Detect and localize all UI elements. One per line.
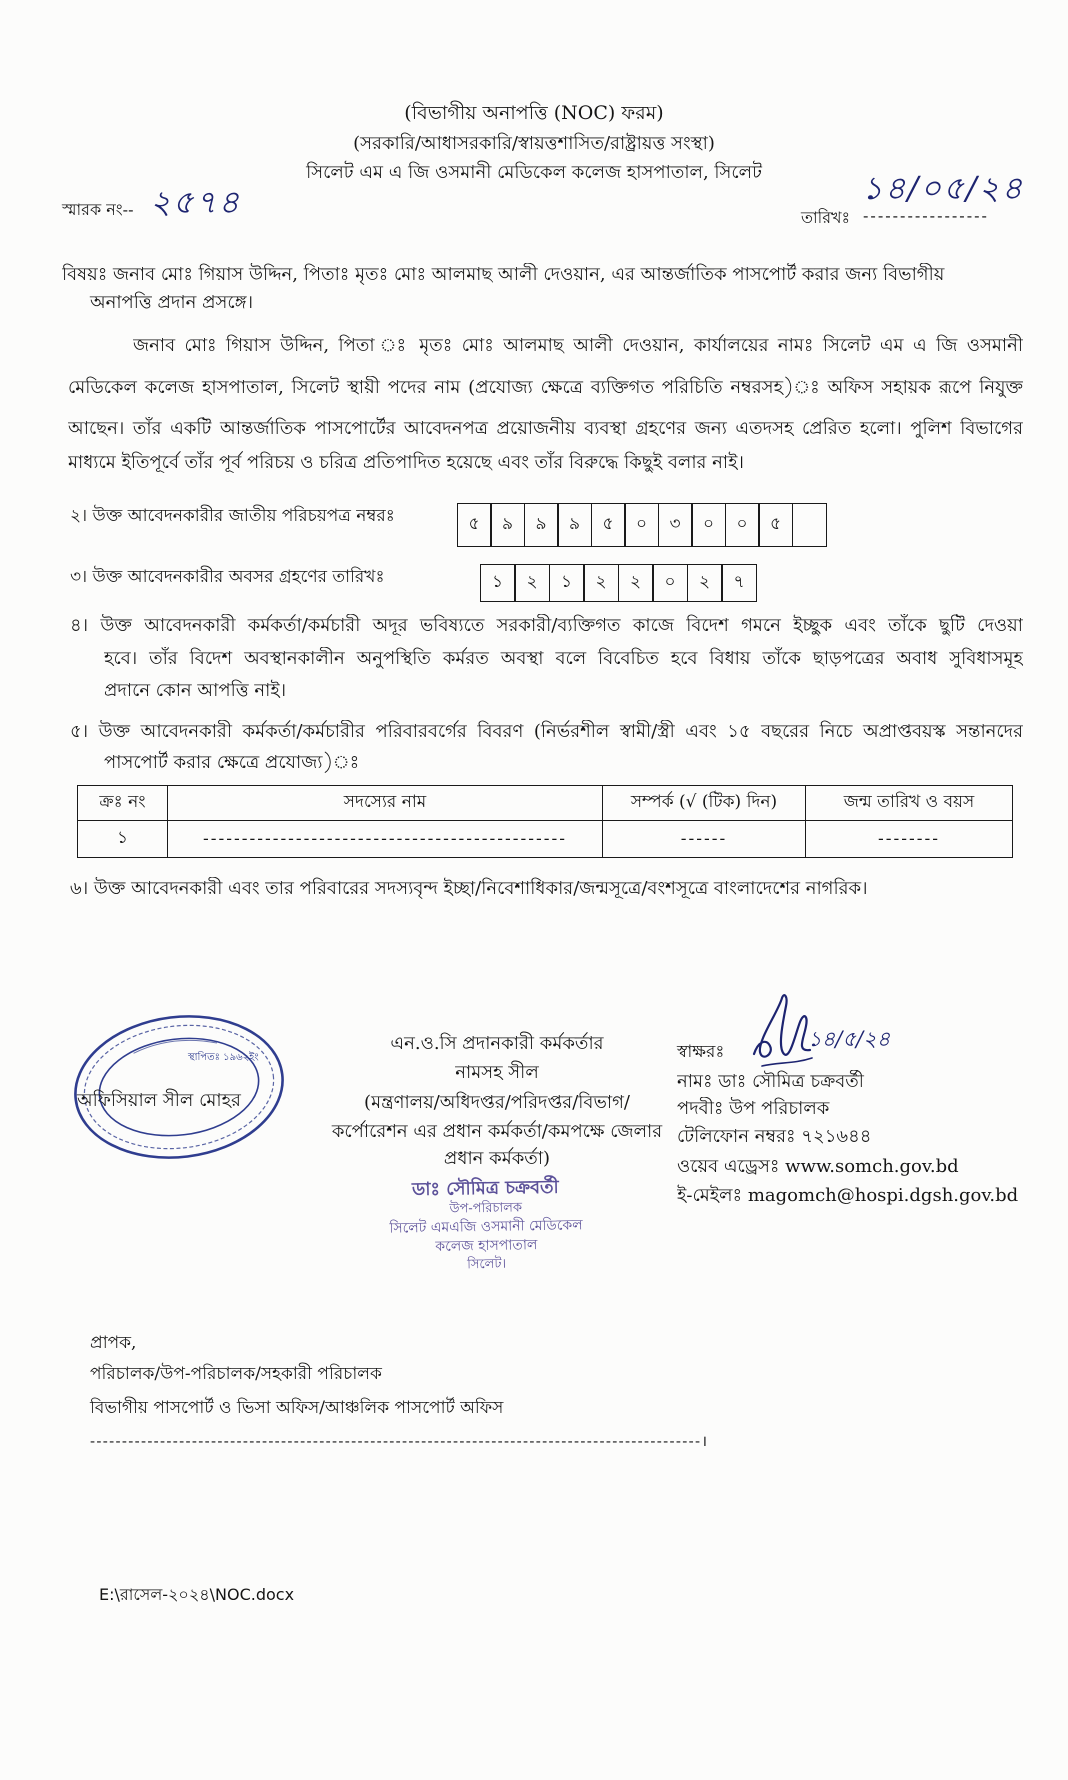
nid-digit: ৩ <box>658 503 693 547</box>
retirement-digit: ০ <box>652 564 688 602</box>
subject-line-1: বিষয়ঃ জনাব মোঃ গিয়াস উদ্দিন, পিতাঃ মৃতঃ মোঃ আলমাছ আলী দেওয়ান, এর আন্তর্জাতিক পাসপোর্ট করার জন্য বিভাগীয় <box>62 264 945 285</box>
column-header-member-name: সদস্যের নাম <box>168 786 603 821</box>
signature-date-handwritten: ১৪/৫/২৪ <box>808 1027 891 1051</box>
family-line-2: পাসপোর্ট করার ক্ষেত্রে প্রযোজ্য)ঃ <box>104 752 360 773</box>
family-line-1: ৫। উক্ত আবেদনকারী কর্মকর্তা/কর্মচারীর পরিবারবর্গের বিবরণ (নির্ভরশীল স্বামী/স্ত্রী এবং ১৫ বছরের নিচে অপ্রাপ্তবয়স্ক সন্তানদের <box>70 721 1023 742</box>
signature-label: স্বাক্ষরঃ <box>677 1042 725 1062</box>
nid-digit: ৫ <box>758 503 793 547</box>
column-header-birth-date-age: জন্ম তারিখ ও বয়স <box>806 786 1013 821</box>
cell-birth-date-age: -------- <box>806 821 1013 858</box>
stamp-institution-line-1: সিলেট এমএজি ওসমানী মেডিকেল <box>389 1217 583 1237</box>
retirement-digit: ২ <box>583 564 619 602</box>
cell-member-name: ----------------------------------------------- <box>168 821 603 858</box>
leave-clause-line-1: ৪। উক্ত আবেদনকারী কর্মকর্তা/কর্মচারী অদূর ভবিষ্যতে সরকারী/ব্যক্তিগত কাজে বিদেশ গমনে ইচ্ছুক এবং তাঁকে ছুটি দেওয়া <box>70 615 1023 636</box>
nid-digit: ৫ <box>591 503 626 547</box>
stamp-name: ডাঃ সৌমিত্র চক্রবর্তী <box>411 1176 559 1201</box>
retirement-label: ৩। উক্ত আবেদনকারীর অবসর গ্রহণের তারিখঃ <box>70 567 385 587</box>
signatory-designation: পদবীঃ উপ পরিচালক <box>677 1098 830 1119</box>
leave-clause-line-2: হবে। তাঁর বিদেশ অবস্থানকালীন অনুপস্থিতি কর্মরত অবস্থা বলে বিবেচিত হবে বিধায় তাঁকে ছাড়পত্রের অবাধ সুবিধাসমূহ <box>104 648 1023 669</box>
file-path: E:\রাসেল-২০২৪\NOC.docx <box>99 1585 295 1604</box>
body-line-4: মাধ্যমে ইতিপূর্বে তাঁর পূর্ব পরিচয় ও চরিত্র প্রতিপাদিত হয়েছে এবং তাঁর বিরুদ্ধে কিছুই বলার নাই। <box>68 452 744 473</box>
family-table <box>77 785 1013 858</box>
column-header-serial: ক্রঃ নং <box>78 786 168 821</box>
signatory-name: নামঃ ডাঃ সৌমিত্র চক্রবর্তী <box>677 1071 864 1092</box>
subject-line-2: অনাপত্তি প্রদান প্রসঙ্গে। <box>90 292 254 313</box>
date-blank-line: ----------------- <box>863 206 989 225</box>
cell-serial: ১ <box>78 821 168 858</box>
retirement-digit: ২ <box>618 564 654 602</box>
body-line-1: জনাব মোঃ গিয়াস উদ্দিন, পিতা ঃ মৃতঃ মোঃ আলমাছ আলী দেওয়ান, কার্যালয়ের নামঃ সিলেট এম এ জি ওসমানী <box>133 335 1023 356</box>
stamp-city: সিলেট। <box>467 1256 507 1273</box>
retirement-digit: ১ <box>549 564 585 602</box>
memo-label: স্মারক নং-- <box>62 200 134 219</box>
authority-line-2: নামসহ সীল <box>455 1062 539 1083</box>
table-row <box>78 821 1013 858</box>
body-line-2: মেডিকেল কলেজ হাসপাতাল, সিলেট স্থায়ী পদের নাম (প্রযোজ্য ক্ষেত্রে ব্যক্তিগত পরিচিতি নম্বরসহ)ঃ অফিস সহায়ক রূপে নিযুক্ত <box>68 377 1023 398</box>
nid-digit: ৯ <box>490 503 525 547</box>
retirement-digit: ১ <box>480 564 516 602</box>
recipient-line-1: পরিচালক/উপ-পরিচালক/সহকারী পরিচালক <box>90 1364 382 1384</box>
nid-digit: ০ <box>624 503 659 547</box>
retirement-digit-boxes <box>481 564 757 602</box>
memo-number-handwritten: ২৫৭৪ <box>150 183 242 221</box>
retirement-digit: ২ <box>514 564 550 602</box>
table-header-row <box>78 786 1013 821</box>
retirement-digit: ২ <box>687 564 723 602</box>
retirement-digit: ৭ <box>721 564 757 602</box>
signatory-email: ই-মেইলঃ magomch@hospi.dgsh.gov.bd <box>677 1185 1019 1206</box>
seal-established-text: স্থাপিতঃ ১৯৬২ইং <box>188 1052 259 1063</box>
official-seal <box>68 1008 290 1166</box>
cell-relation: ------ <box>603 821 806 858</box>
nid-digit-boxes <box>458 503 827 547</box>
body-line-3: আছেন। তাঁর একটি আন্তর্জাতিক পাসপোর্টের আবেদনপত্র প্রয়োজনীয় ব্যবস্থা গ্রহণের জন্য এতদসহ প্রেরিত হলো। পুলিশ বিভাগের <box>68 418 1023 439</box>
organization-types: (সরকারি/আধাসরকারি/স্বায়ত্তশাসিত/রাষ্ট্রায়ত্ত সংস্থা) <box>353 133 715 154</box>
nid-digit: ০ <box>725 503 760 547</box>
nid-digit: ৯ <box>557 503 592 547</box>
stamp-designation: উপ-পরিচালক <box>449 1200 523 1217</box>
nid-label: ২। উক্ত আবেদনকারীর জাতীয় পরিচয়পত্র নম্বরঃ <box>70 506 395 526</box>
recipient-blank-line: ------------------------------------------------------------------------------------------------। <box>90 1432 709 1450</box>
nid-digit: ৫ <box>457 503 492 547</box>
authority-line-3: (মন্ত্রণালয়/অধিদপ্তর/পরিদপ্তর/বিভাগ/ <box>364 1092 630 1113</box>
recipient-line-2: বিভাগীয় পাসপোর্ট ও ভিসা অফিস/আঞ্চলিক পাসপোর্ট অফিস <box>90 1398 504 1418</box>
signatory-website: ওয়েব এড্রেসঃ www.somch.gov.bd <box>677 1156 959 1177</box>
citizenship-statement: ৬। উক্ত আবেদনকারী এবং তার পরিবারের সদস্যবৃন্দ ইচ্ছা/নিবেশাধিকার/জন্মসূত্রে/বংশসূত্রে বাংলাদেশের নাগরিক। <box>70 878 868 899</box>
institution-name: সিলেট এম এ জি ওসমানী মেডিকেল কলেজ হাসপাতাল, সিলেট <box>306 162 762 183</box>
nid-digit: ৯ <box>524 503 559 547</box>
form-title: (বিভাগীয় অনাপত্তি (NOC) ফরম) <box>404 102 664 124</box>
authority-line-4: কর্পোরেশন এর প্রধান কর্মকর্তা/কমপক্ষে জেলার <box>331 1121 663 1142</box>
recipient-label: প্রাপক, <box>90 1333 137 1353</box>
authority-line-1: এন.ও.সি প্রদানকারী কর্মকর্তার <box>390 1033 604 1054</box>
date-label: তারিখঃ <box>801 208 851 227</box>
name-stamp <box>345 1176 627 1277</box>
stamp-institution-line-2: কলেজ হাসপাতাল <box>435 1237 538 1255</box>
signatory-phone: টেলিফোন নম্বরঃ ৭২১৬৪৪ <box>677 1126 872 1147</box>
authority-line-5: প্রধান কর্মকর্তা) <box>443 1148 551 1169</box>
nid-digit: ০ <box>691 503 726 547</box>
official-seal-label: অফিসিয়াল সীল মোহর <box>77 1090 241 1111</box>
date-handwritten: ১৪/০৫/২৪ <box>862 169 1025 207</box>
leave-clause-line-3: প্রদানে কোন আপত্তি নাই। <box>104 680 287 701</box>
nid-digit-empty <box>792 503 827 547</box>
column-header-relation: সম্পর্ক (√ (টিক) দিন) <box>603 786 806 821</box>
